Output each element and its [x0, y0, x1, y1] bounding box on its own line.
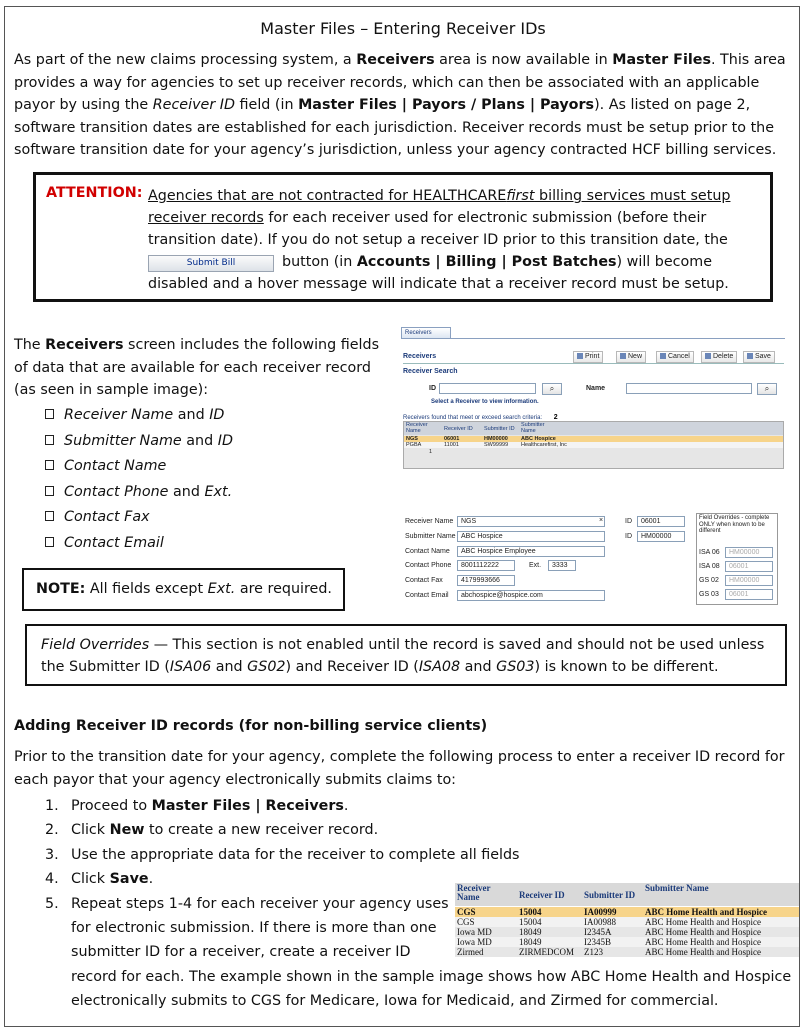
ext-field[interactable]: 3333 [548, 560, 576, 571]
list-item: 3. Use the appropriate data for the receiver to complete all fields [45, 846, 520, 863]
search-hint: Select a Receiver to view information. [431, 399, 539, 405]
delete-icon [705, 353, 711, 359]
adding-paragraph: Prior to the transition date for your agency, complete the following process to enter a receiver ID record for each payor that your agency electronically submits claims to: [14, 749, 785, 788]
checkbox-bullet-icon [45, 486, 54, 496]
column-header: Receiver Name [406, 422, 428, 434]
list-item: Contact Email [45, 531, 345, 557]
list-item: 5. Repeat steps 1-4 for each receiver your agency uses for electronic submission. If there is more than one submitter ID for a receiver, create a receiver ID [45, 895, 449, 961]
receiver-name-field[interactable]: NGS [457, 516, 605, 527]
cancel-button[interactable]: Cancel [656, 351, 694, 363]
contact-email-label: Contact Email [405, 592, 449, 599]
list-item: Contact Fax [45, 505, 345, 531]
contact-email-field[interactable]: abchospice@hospice.com [457, 590, 605, 601]
printer-icon [577, 353, 583, 359]
note-box: NOTE: All fields except Ext. are required. [22, 568, 345, 611]
id-search-input[interactable] [439, 383, 536, 394]
list-item: Submitter Name and ID [45, 429, 345, 455]
column-header: Submitter Name [521, 422, 545, 434]
field-list [45, 403, 345, 557]
attention-label: ATTENTION: [46, 185, 143, 201]
contact-name-field[interactable]: ABC Hospice Employee [457, 546, 605, 557]
contact-fax-field[interactable]: 4179993666 [457, 575, 515, 586]
list-item: 1. Proceed to Master Files | Receivers. [45, 798, 349, 814]
results-count-text: Receivers found that meet or exceed search criteria: 2 [403, 414, 558, 421]
contact-phone-field[interactable]: 8001112222 [457, 560, 515, 571]
ext-label: Ext. [529, 562, 542, 569]
checkbox-bullet-icon [45, 460, 54, 470]
list-item: Receiver Name and ID [45, 403, 345, 429]
submitter-name-label: Submitter Name [405, 533, 456, 540]
checkbox-bullet-icon [45, 537, 54, 547]
isa06-field[interactable]: HM00000 [725, 547, 773, 558]
step5-continuation: record for each. The example shown in the sample image shows how ABC Home Health and Hospice electronically submits to CGS for Medicare, Iowa for Medicaid, and Zirmed for commercial. [71, 969, 792, 1010]
gs03-field[interactable]: 06001 [725, 589, 773, 600]
checkbox-bullet-icon [45, 511, 54, 521]
field-overrides-note: Field Overrides — This section is not enabled until the record is saved and should not be used unless the Submitter ID (ISA06 and GS02) and Receiver ID (ISA08 and GS03) is known to be different. [25, 624, 787, 686]
receiver-id-field[interactable]: 06001 [637, 516, 685, 527]
attention-box [33, 172, 773, 302]
list-item: 4. Click Save. [45, 871, 154, 888]
list-item: Contact Phone and Ext. [45, 480, 345, 506]
search-icon[interactable]: ⌕ [757, 383, 777, 395]
receiver-search-title: Receiver Search [403, 368, 458, 375]
screen-header: Receivers [403, 350, 784, 364]
cancel-icon [660, 353, 666, 359]
submitter-name-field[interactable]: ABC Hospice [457, 531, 605, 542]
list-item: 2. Click New to create a new receiver record. [45, 822, 379, 839]
section-heading: Adding Receiver ID records (for non-billing service clients) [14, 718, 488, 734]
field-overrides-panel: Field Overrides - complete ONLY when known to be different ISA 06 HM00000 ISA 08 06001 GS 02 HM00000 GS 03 06001 [696, 513, 778, 605]
save-button[interactable]: Save [743, 351, 775, 363]
plus-icon [620, 353, 626, 359]
clear-icon[interactable]: × [599, 517, 604, 524]
submit-bill-button[interactable]: Submit Bill [148, 255, 274, 272]
document-page [4, 6, 800, 1027]
isa08-field[interactable]: 06001 [725, 561, 773, 572]
submitter-id-label: ID [625, 533, 632, 540]
name-label: Name [586, 385, 606, 392]
page-title: Master Files – Entering Receiver IDs [260, 19, 546, 38]
intro-paragraph: As part of the new claims processing system, a Receivers area is now available in Master Files. This area provides a way for agencies to set up receiver records, which can then be associated with an applicable payor by using the Receiver ID field (in Master Files | Payors / Plans | Payors). As listed on page 2, software transition dates are established for each jurisdiction. Receiver records must be setup prior to the software transition date for your agency’s jurisdiction, unless your agency contracted HCF billing services. [14, 52, 786, 158]
contact-fax-label: Contact Fax [405, 577, 443, 584]
sample-receiver-table: Receiver Name Receiver ID Submitter ID Submitter Name CGS 15004 IA00999 ABC Home Health and Hospice CGS 15004 IA00988 ABC Home Health and Hospice Iowa MD 18049 I2345A ABC Home Health and Hospice Iowa MD 18049 I2345B ABC Home Health and Hospice Zirmed ZIRMEDCOM Z123 ABC Home Health and Hospice [455, 883, 799, 959]
checkbox-bullet-icon [45, 409, 54, 419]
contact-phone-label: Contact Phone [405, 562, 452, 569]
print-button[interactable]: Print [573, 351, 603, 363]
save-icon [747, 353, 753, 359]
fields-intro-paragraph: The Receivers screen includes the following fields of data that are available for each receiver record (as seen in sample image): [14, 337, 380, 398]
new-button[interactable]: New [616, 351, 646, 363]
receiver-name-label: Receiver Name [405, 518, 454, 525]
list-item: Contact Name [45, 454, 345, 480]
table-row[interactable] [404, 442, 783, 448]
id-label: ID [429, 385, 436, 392]
checkbox-bullet-icon [45, 435, 54, 445]
tab-receivers[interactable]: Receivers [401, 327, 451, 339]
column-header: Receiver ID [444, 426, 473, 432]
search-icon[interactable]: ⌕ [542, 383, 562, 395]
column-header: Submitter ID [484, 426, 515, 432]
results-grid: Receiver Name Receiver ID Submitter ID Submitter Name NGS 06001 HM00000 ABC Hospice PGBA 11001 SW99999 Healthcarefirst, Inc 1 [403, 421, 784, 469]
tab-divider [401, 338, 785, 339]
receivers-screen-sample [401, 327, 785, 607]
contact-name-label: Contact Name [405, 548, 450, 555]
attention-text: Agencies that are not contracted for HEALTHCAREfirst billing services must setup receiver records for each receiver used for electronic submission (before their transition date). If you do not setup a receiver ID prior to this transition date, the Submit Bill button (in Accounts | Billing | Post Batches) will become disabled and a hover message will indicate that a receiver record must be setup. [148, 188, 731, 292]
field-overrides-title: Field Overrides - complete ONLY when known to be different [699, 515, 770, 534]
receiver-id-label: ID [625, 518, 632, 525]
gs02-field[interactable]: HM00000 [725, 575, 773, 586]
submitter-id-field[interactable]: HM00000 [637, 531, 685, 542]
name-search-input[interactable] [626, 383, 752, 394]
page-number[interactable]: 1 [429, 449, 433, 455]
delete-button[interactable]: Delete [701, 351, 737, 363]
